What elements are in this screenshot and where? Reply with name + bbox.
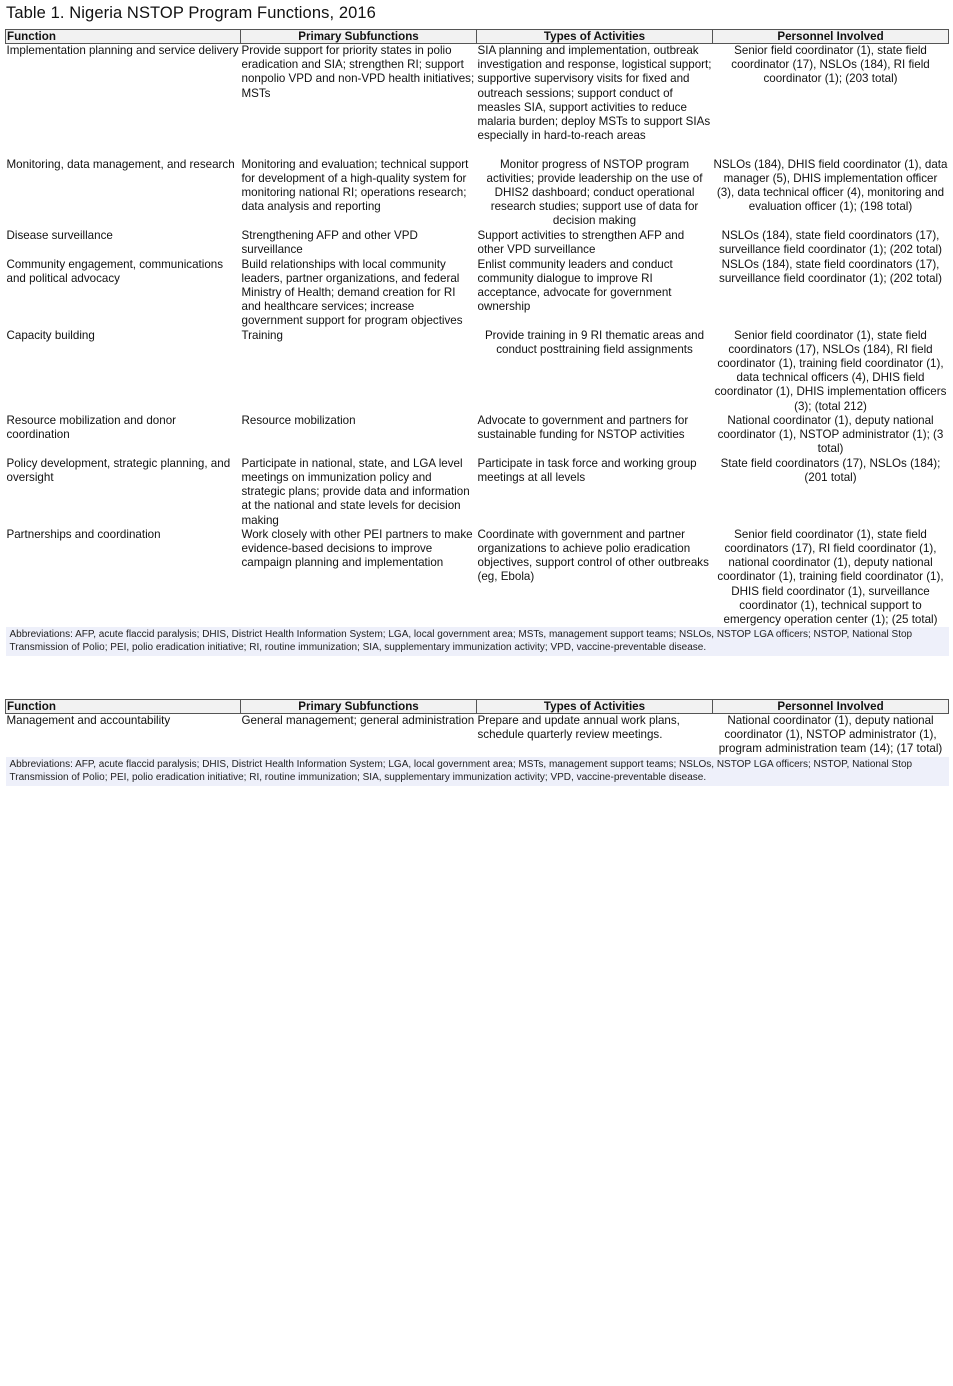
table-row <box>6 44 949 158</box>
abbreviations-note: Abbreviations: AFP, acute flaccid paralysis; DHIS, District Health Information System; LGA, local government area; MSTs, management support teams; NSLOs, NSTOP LGA officers; NSTOP, National Stop Transmission of Polio; PEI, polio eradication initiative; RI, routine immunization; SIA, supplementary immunization activity; VPD, vaccine-preventable disease. <box>6 627 949 656</box>
activities-cell: Advocate to government and partners for sustainable funding for NSTOP activities <box>477 413 689 441</box>
activities-cell: Enlist community leaders and conduct community dialogue to improve RI acceptance, advocate for government ownership <box>477 257 673 314</box>
table-row <box>6 714 949 757</box>
header-row <box>6 700 949 714</box>
functions-table-continued <box>5 699 949 786</box>
abbreviations-row <box>6 757 949 786</box>
personnel-cell: State field coordinators (17), NSLOs (184); (201 total) <box>720 456 941 484</box>
table-row <box>6 229 949 258</box>
table-row <box>6 414 949 457</box>
activities-cell: Prepare and update annual work plans, schedule quarterly review meetings. <box>477 714 680 742</box>
subfunctions-cell: Build relationships with local community leaders, partner organizations, and federal Ministry of Health; demand creation for RI and healthcare services; increase government support for program objectives <box>241 257 463 328</box>
subfunctions-cell: Work closely with other PEI partners to make evidence-based decisions to improve campaign planning and implementation <box>241 527 473 570</box>
personnel-cell: Senior field coordinator (1), state field coordinator (17), NSLOs (184), RI field coordinator (1); (203 total) <box>731 44 930 86</box>
activities-cell: SIA planning and implementation, outbreak investigation and response, logistical support; supportive supervisory visits for fixed and outreach sessions; support conduct of measles SIA, support activities to reduce malaria burden; deploy MSTs to support SIAs especially in hard-to-reach areas <box>477 44 712 143</box>
activities-cell: Provide training in 9 RI thematic areas and conduct posttraining field assignments <box>484 328 705 356</box>
table-row <box>6 329 949 414</box>
header-activities: Types of Activities <box>477 30 713 44</box>
header-personnel: Personnel Involved <box>713 700 949 714</box>
function-cell: Partnerships and coordination <box>6 527 161 541</box>
header-activities: Types of Activities <box>477 700 713 714</box>
table-title: Table 1. Nigeria NSTOP Program Functions, 2016 <box>6 4 376 22</box>
personnel-cell: NSLOs (184), state field coordinators (17), surveillance field coordinator (1); (202 total) <box>719 228 942 256</box>
personnel-cell: Senior field coordinator (1), state field coordinators (17), RI field coordinator (1), national coordinator (1), deputy national coordinator (1), training field coordinator (1), DHIS field coordinator (1), surveillance coordinator (1), technical support to emergency operation center (1); (25 total) <box>717 527 944 626</box>
function-cell: Monitoring, data management, and research <box>6 157 235 171</box>
subfunctions-cell: Participate in national, state, and LGA level meetings on immunization policy and strategic plans; provide data and information at the national and state levels for decision making <box>241 456 470 527</box>
function-cell: Capacity building <box>6 328 95 342</box>
subfunctions-cell: Strengthening AFP and other VPD surveillance <box>241 228 418 256</box>
header-subfunctions: Primary Subfunctions <box>241 30 477 44</box>
table-row <box>6 158 949 229</box>
header-function: Function <box>6 700 241 714</box>
personnel-cell: Senior field coordinator (1), state field coordinators (17), NSLOs (184), RI field coordinator (1), training field coordinator (1), data technical officers (4), DHIS field coordinator (1), DHIS implementation officers (3); (total 212) <box>714 328 947 413</box>
header-personnel: Personnel Involved <box>713 30 949 44</box>
function-cell: Resource mobilization and donor coordination <box>6 413 176 441</box>
personnel-cell: National coordinator (1), deputy national coordinator (1), NSTOP administrator (1); (3 total) <box>717 413 944 456</box>
subfunctions-cell: Monitoring and evaluation; technical support for development of a high-quality system for monitoring national RI; operations research; data analysis and reporting <box>241 157 469 214</box>
header-function: Function <box>6 30 241 44</box>
header-subfunctions: Primary Subfunctions <box>241 700 477 714</box>
subfunctions-cell: Training <box>241 328 283 342</box>
subfunctions-cell: General management; general administration <box>241 714 475 727</box>
abbreviations-note: Abbreviations: AFP, acute flaccid paralysis; DHIS, District Health Information System; LGA, local government area; MSTs, management support teams; NSLOs, NSTOP LGA officers; NSTOP, National Stop Transmission of Polio; PEI, polio eradication initiative; RI, routine immunization; SIA, supplementary immunization activity; VPD, vaccine-preventable disease. <box>6 757 949 786</box>
activities-cell: Coordinate with government and partner organizations to achieve polio eradication objectives, support control of other outbreaks (eg, Ebola) <box>477 527 709 584</box>
function-cell: Policy development, strategic planning, and oversight <box>6 456 231 484</box>
personnel-cell: NSLOs (184), state field coordinators (17), surveillance field coordinator (1); (202 total) <box>719 257 942 285</box>
functions-table <box>5 29 949 656</box>
subfunctions-cell: Resource mobilization <box>241 413 356 427</box>
function-cell: Implementation planning and service delivery <box>6 44 239 57</box>
function-cell: Disease surveillance <box>6 228 113 242</box>
activities-cell: Monitor progress of NSTOP program activities; provide leadership on the use of DHIS2 dashboard; conduct operational research studies; support use of data for decision making <box>486 157 703 228</box>
personnel-cell: National coordinator (1), deputy national coordinator (1), NSTOP administrator (1), program administration team (14); (17 total) <box>718 714 943 756</box>
personnel-cell: NSLOs (184), DHIS field coordinator (1), data manager (5), DHIS implementation officer (3), data technical officer (4), monitoring and evaluation officer (1); (198 total) <box>713 157 948 214</box>
activities-cell: Participate in task force and working group meetings at all levels <box>477 456 697 484</box>
table-row <box>6 457 949 528</box>
table-row <box>6 528 949 627</box>
table-row <box>6 258 949 329</box>
activities-cell: Support activities to strengthen AFP and other VPD surveillance <box>477 228 685 256</box>
function-cell: Management and accountability <box>6 714 171 727</box>
header-row <box>6 30 949 44</box>
subfunctions-cell: Provide support for priority states in polio eradication and SIA; strengthen RI; support nonpolio VPD and non-VPD health initiatives; MSTs <box>241 44 475 100</box>
abbreviations-row <box>6 627 949 656</box>
function-cell: Community engagement, communications and political advocacy <box>6 257 224 285</box>
